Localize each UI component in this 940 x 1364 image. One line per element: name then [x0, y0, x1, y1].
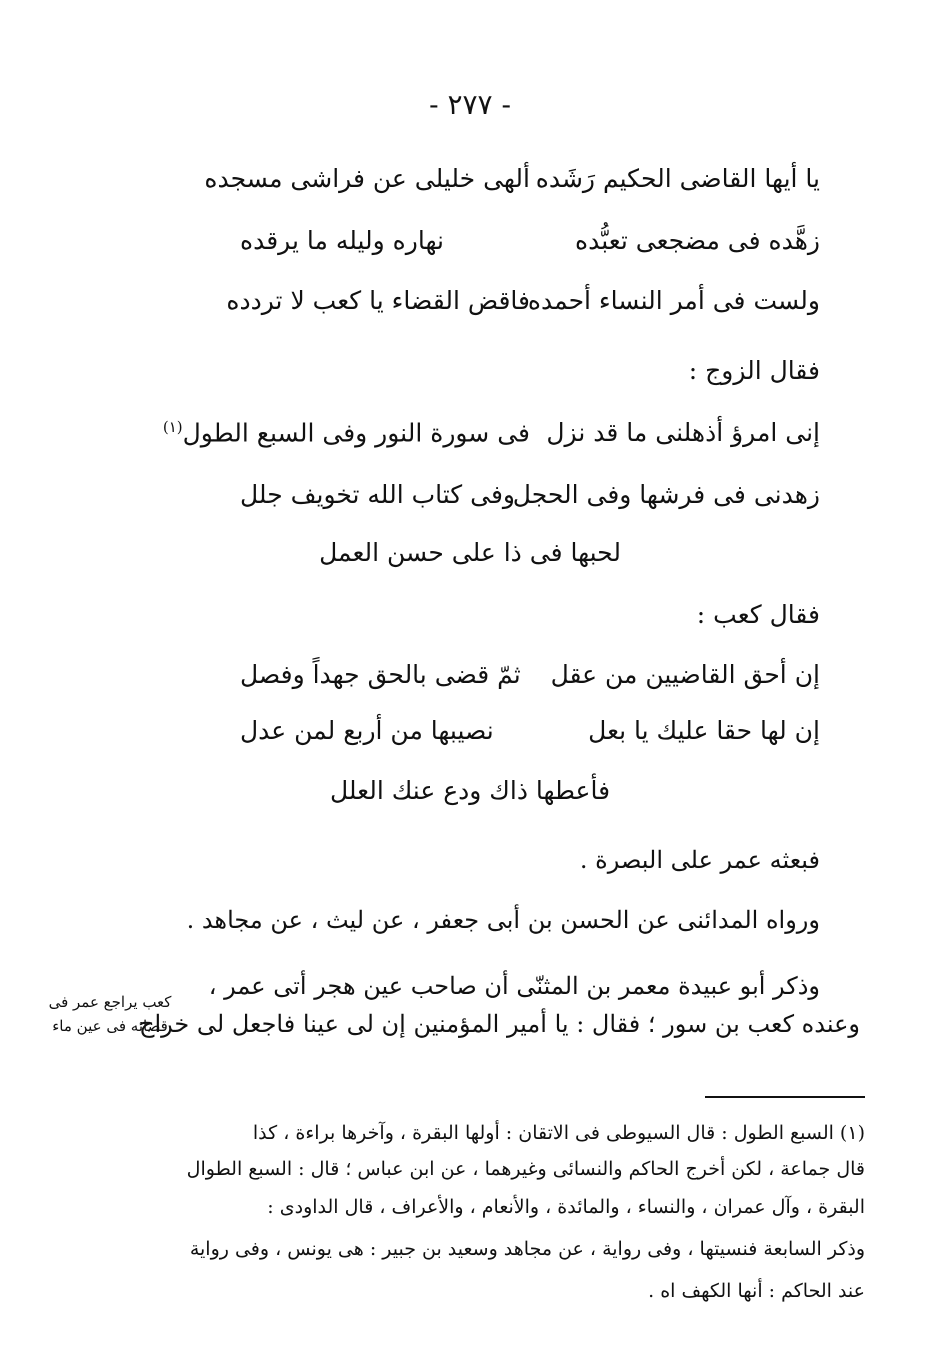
- footnote-line: قال جماعة ، لكن أخرج الحاكم والنسائى وغيرهما ، عن ابن عباس ؛ قال : السبع الطوال: [186, 1158, 865, 1180]
- footnote-line: وذكر السابعة فنسيتها ، وفى رواية ، عن مجاهد وسعيد بن جبير : هى يونس ، وفى رواية: [189, 1238, 865, 1260]
- verse-first-hemistich: زهدنى فى فرشها وفى الحجل: [512, 480, 820, 509]
- verse-line: [240, 480, 820, 524]
- footnote-line: (١) السبع الطول : قال السيوطى فى الاتقان : أولها البقرة ، وآخرها براءة ، كذا: [252, 1122, 865, 1144]
- hemistich-text: فى سورة النور وفى السبع الطول: [182, 418, 530, 448]
- marginal-note-line: كعب يراجع عمر فى: [48, 993, 172, 1011]
- footnote-separator: [705, 1096, 865, 1098]
- verse-line: [226, 286, 820, 330]
- verse-line: [240, 716, 820, 760]
- verse-second-hemistich: فاقض القضاء يا كعب لا تردده: [226, 286, 530, 315]
- verse-first-hemistich: إن أحق القاضيين من عقل: [550, 660, 820, 689]
- verse-first-hemistich: إنى امرؤ أذهلنى ما قد نزل: [546, 418, 820, 447]
- prose-line: ورواه المدائنى عن الحسن بن أبى جعفر ، عن ليث ، عن مجاهد .: [186, 906, 820, 934]
- prose-line: وذكر أبو عبيدة معمر بن المثنّى أن صاحب عين هجر أتى عمر ،: [208, 972, 820, 1000]
- footnote-marker: (١): [162, 418, 183, 436]
- verse-line: [204, 164, 820, 208]
- prose-line: فبعثه عمر على البصرة .: [579, 846, 820, 874]
- verse-second-hemistich: ألهى خليلى عن فراشى مسجده: [204, 164, 530, 193]
- marginal-note: [40, 990, 180, 1038]
- verse-second-hemistich: نهاره وليله ما يرقده: [240, 226, 444, 255]
- verse-first-hemistich: زهَّده فى مضجعى تعبُّده: [575, 226, 820, 255]
- verse-tail: فأعطها ذاك ودع عنك العلل: [329, 776, 611, 805]
- marginal-note-line: قضائه فى عين ماء: [52, 1017, 168, 1035]
- footnote-line: البقرة ، وآل عمران ، والنساء ، والمائدة ، والأنعام ، والأعراف ، قال الداودى :: [267, 1196, 865, 1218]
- verse-second-hemistich: ثمّ قضى بالحق جهداً وفصل: [240, 660, 521, 689]
- verse-second-hemistich: نصيبها من أربع لمن عدل: [240, 716, 494, 745]
- verse-tail: لحبها فى ذا على حسن العمل: [319, 538, 621, 567]
- verse-first-hemistich: ولست فى أمر النساء أحمده: [527, 286, 820, 315]
- footnote-line: عند الحاكم : أنها الكهف اه .: [648, 1280, 865, 1302]
- verse-second-hemistich: [162, 418, 530, 448]
- verse-line: [240, 660, 820, 704]
- speaker-label-husband: فقال الزوج :: [688, 356, 820, 385]
- verse-second-hemistich: وفى كتاب الله تخويف جلل: [240, 480, 515, 509]
- page-number: - ٢٧٧ -: [429, 88, 511, 121]
- verse-line: [162, 418, 820, 462]
- prose-line: وعنده كعب بن سور ؛ فقال : يا أمير المؤمنين إن لى عينا فاجعل لى خراج: [139, 1010, 860, 1038]
- verse-first-hemistich: يا أيها القاضى الحكيم رَشَده: [535, 164, 820, 193]
- verse-line: [240, 226, 820, 270]
- speaker-label-kaab: فقال كعب :: [696, 600, 820, 629]
- verse-first-hemistich: إن لها حقا عليك يا بعل: [588, 716, 820, 745]
